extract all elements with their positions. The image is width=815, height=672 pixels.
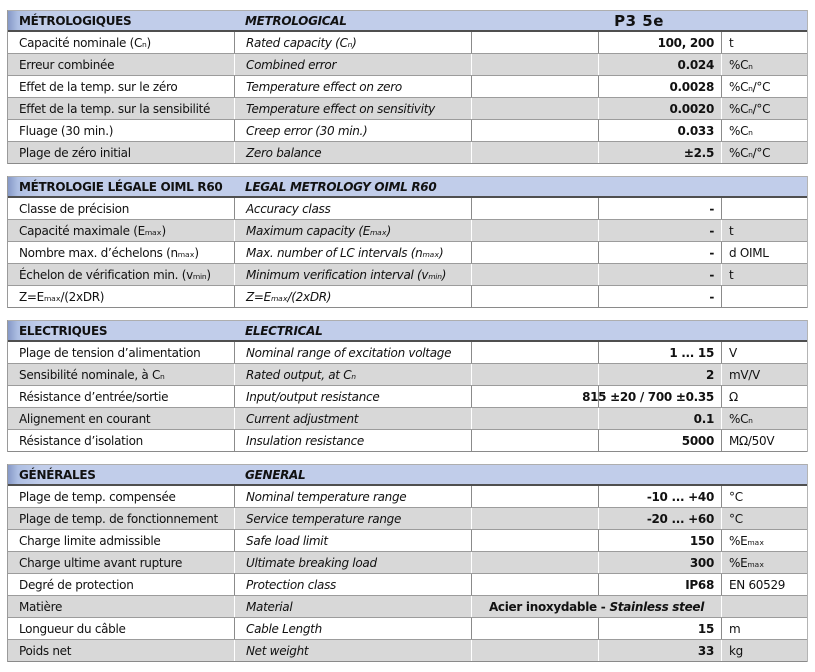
value-cell: 0.0020 — [598, 98, 721, 119]
value-cell: 150 — [598, 530, 721, 551]
value-cell: - — [598, 198, 721, 219]
spacer-cell — [471, 142, 598, 163]
unit-cell: V — [721, 342, 807, 363]
spacer-cell — [471, 364, 598, 385]
section-metrologie-legale — [7, 176, 808, 308]
section-electriques — [7, 320, 808, 452]
label-fr-cell: Classe de précision — [19, 201, 130, 216]
value-cell: 5000 — [598, 430, 721, 451]
label-fr-cell: Plage de temp. compensée — [19, 489, 176, 504]
spacer-cell — [471, 342, 598, 363]
unit-cell: %Eₘₐₓ — [721, 530, 807, 551]
value-cell: 815 ±20 / 700 ±0.35 — [598, 386, 721, 407]
unit-cell: t — [721, 220, 807, 241]
label-fr-cell: Effet de la temp. sur la sensibilité — [19, 101, 211, 116]
unit-cell: °C — [721, 508, 807, 529]
merged-value-en: Stainless steel — [609, 599, 705, 614]
unit-cell: %Cₙ — [721, 408, 807, 429]
label-en-cell: Temperature effect on zero — [234, 76, 471, 97]
spacer-cell — [471, 508, 598, 529]
label-fr-cell: Z=Eₘₐₓ/(2xDR) — [19, 289, 105, 304]
label-fr-cell: Matière — [19, 599, 63, 614]
value-cell: 0.024 — [598, 54, 721, 75]
value-cell: - — [598, 220, 721, 241]
spacer-cell — [471, 574, 598, 595]
unit-cell: t — [721, 264, 807, 285]
label-en-cell: Safe load limit — [234, 530, 471, 551]
value-cell: - — [598, 264, 721, 285]
spacer-cell — [471, 552, 598, 573]
table-row — [8, 342, 807, 364]
table-row — [8, 574, 807, 596]
label-fr-cell: Capacité maximale (Eₘₐₓ) — [19, 223, 166, 238]
value-cell: 1 ... 15 — [598, 342, 721, 363]
merged-value-fr: Acier inoxydable - — [488, 599, 606, 614]
section-generales — [7, 464, 808, 662]
section-title-en: ELECTRICAL — [245, 323, 323, 338]
unit-cell: kg — [721, 640, 807, 661]
label-en-cell: Service temperature range — [234, 508, 471, 529]
unit-cell: %Cₙ/°C — [721, 142, 807, 163]
table-row — [8, 596, 807, 618]
section-title-fr: GÉNÉRALES — [19, 467, 96, 482]
label-fr-cell: Résistance d’entrée/sortie — [19, 389, 169, 404]
table-row — [8, 552, 807, 574]
spacer-cell — [471, 242, 598, 263]
value-cell: 2 — [598, 364, 721, 385]
label-en-cell: Combined error — [234, 54, 471, 75]
label-fr-cell: Capacité nominale (Cₙ) — [19, 35, 151, 50]
table-row — [8, 530, 807, 552]
spacer-cell — [471, 408, 598, 429]
label-en-cell: Z=Eₘₐₓ/(2xDR) — [234, 286, 471, 307]
table-row — [8, 142, 807, 164]
section-metrologiques — [7, 10, 808, 164]
table-row — [8, 76, 807, 98]
section-header-band — [8, 176, 807, 198]
section-header-band — [8, 320, 807, 342]
value-cell: 0.1 — [598, 408, 721, 429]
section-header-band — [8, 10, 807, 32]
label-en-cell: Nominal range of excitation voltage — [234, 342, 471, 363]
label-en-cell: Ultimate breaking load — [234, 552, 471, 573]
label-fr-cell: Sensibilité nominale, à Cₙ — [19, 367, 165, 382]
unit-cell: %Cₙ/°C — [721, 76, 807, 97]
spacer-cell — [471, 640, 598, 661]
spacer-cell — [471, 120, 598, 141]
value-cell: - — [598, 242, 721, 263]
value-cell: -10 ... +40 — [598, 486, 721, 507]
table-row — [8, 508, 807, 530]
spacer-cell — [471, 430, 598, 451]
unit-cell: mV/V — [721, 364, 807, 385]
label-en-cell: Cable Length — [234, 618, 471, 639]
section-title-en: LEGAL METROLOGY OIML R60 — [245, 179, 437, 194]
unit-cell: MΩ/50V — [721, 430, 807, 451]
table-row — [8, 54, 807, 76]
label-en-cell: Creep error (30 min.) — [234, 120, 471, 141]
label-fr-cell: Plage de temp. de fonctionnement — [19, 511, 218, 526]
spacer-cell — [471, 76, 598, 97]
table-row — [8, 430, 807, 452]
label-en-cell: Material — [234, 596, 471, 617]
label-fr-cell: Longueur du câble — [19, 621, 126, 636]
value-cell: 100, 200 — [598, 32, 721, 53]
table-row — [8, 98, 807, 120]
table-row — [8, 364, 807, 386]
label-fr-cell: Échelon de vérification min. (vₘᵢₙ) — [19, 267, 211, 282]
value-cell: 300 — [598, 552, 721, 573]
unit-cell: m — [721, 618, 807, 639]
unit-cell: EN 60529 — [721, 574, 807, 595]
label-en-cell: Current adjustment — [234, 408, 471, 429]
label-fr-cell: Plage de tension d’alimentation — [19, 345, 201, 360]
spacer-cell — [471, 54, 598, 75]
label-en-cell: Zero balance — [234, 142, 471, 163]
table-row — [8, 120, 807, 142]
unit-cell: %Eₘₐₓ — [721, 552, 807, 573]
table-row — [8, 220, 807, 242]
table-row — [8, 408, 807, 430]
label-en-cell: Temperature effect on sensitivity — [234, 98, 471, 119]
value-cell: ±2.5 — [598, 142, 721, 163]
table-row — [8, 486, 807, 508]
unit-cell: t — [721, 32, 807, 53]
table-row — [8, 640, 807, 662]
spacer-cell — [471, 286, 598, 307]
unit-cell: °C — [721, 486, 807, 507]
table-row — [8, 286, 807, 308]
table-row — [8, 32, 807, 54]
spacer-cell — [471, 198, 598, 219]
label-fr-cell: Poids net — [19, 643, 72, 658]
product-name: P3 5e — [614, 11, 664, 30]
spacer-cell — [471, 264, 598, 285]
section-title-fr: MÉTROLOGIQUES — [19, 13, 132, 28]
value-cell: - — [598, 286, 721, 307]
section-title-en: METROLOGICAL — [245, 13, 347, 28]
value-cell: 33 — [598, 640, 721, 661]
unit-cell — [721, 286, 807, 307]
unit-cell: %Cₙ/°C — [721, 98, 807, 119]
value-cell: 15 — [598, 618, 721, 639]
section-header-band — [8, 464, 807, 486]
spacer-cell — [471, 32, 598, 53]
section-title-fr: ELECTRIQUES — [19, 323, 108, 338]
unit-cell: %Cₙ — [721, 120, 807, 141]
spacer-cell — [471, 486, 598, 507]
value-cell: -20 ... +60 — [598, 508, 721, 529]
label-fr-cell: Erreur combinée — [19, 57, 115, 72]
unit-cell — [721, 596, 807, 617]
label-fr-cell: Degré de protection — [19, 577, 134, 592]
unit-cell: %Cₙ — [721, 54, 807, 75]
spacer-cell — [471, 618, 598, 639]
unit-cell — [721, 198, 807, 219]
label-fr-cell: Effet de la temp. sur le zéro — [19, 79, 178, 94]
label-en-cell: Rated capacity (Cₙ) — [234, 32, 471, 53]
label-fr-cell: Plage de zéro initial — [19, 145, 131, 160]
table-row — [8, 198, 807, 220]
spacer-cell — [471, 98, 598, 119]
label-en-cell: Insulation resistance — [234, 430, 471, 451]
spacer-cell — [471, 530, 598, 551]
unit-cell: d OIML — [721, 242, 807, 263]
label-fr-cell: Alignement en courant — [19, 411, 151, 426]
table-row — [8, 618, 807, 640]
label-en-cell: Minimum verification interval (vₘᵢₙ) — [234, 264, 471, 285]
label-fr-cell: Résistance d’isolation — [19, 433, 143, 448]
value-cell: 0.0028 — [598, 76, 721, 97]
table-row — [8, 264, 807, 286]
value-cell: 0.033 — [598, 120, 721, 141]
spacer-cell — [471, 220, 598, 241]
label-fr-cell: Fluage (30 min.) — [19, 123, 114, 138]
label-en-cell: Max. number of LC intervals (nₘₐₓ) — [234, 242, 471, 263]
label-en-cell: Protection class — [234, 574, 471, 595]
label-en-cell: Maximum capacity (Eₘₐₓ) — [234, 220, 471, 241]
label-en-cell: Accuracy class — [234, 198, 471, 219]
label-en-cell: Input/output resistance — [234, 386, 471, 407]
label-fr-cell: Nombre max. d’échelons (nₘₐₓ) — [19, 245, 199, 260]
label-fr-cell: Charge ultime avant rupture — [19, 555, 183, 570]
spec-table — [0, 10, 815, 662]
label-en-cell: Rated output, at Cₙ — [234, 364, 471, 385]
label-en-cell: Net weight — [234, 640, 471, 661]
label-fr-cell: Charge limite admissible — [19, 533, 161, 548]
section-title-en: GENERAL — [245, 467, 306, 482]
spacer-cell — [471, 386, 598, 407]
unit-cell: Ω — [721, 386, 807, 407]
table-row — [8, 386, 807, 408]
label-en-cell: Nominal temperature range — [234, 486, 471, 507]
merged-value-cell — [471, 596, 721, 617]
section-title-fr: MÉTROLOGIE LÉGALE OIML R60 — [19, 179, 223, 194]
value-cell: IP68 — [598, 574, 721, 595]
table-row — [8, 242, 807, 264]
